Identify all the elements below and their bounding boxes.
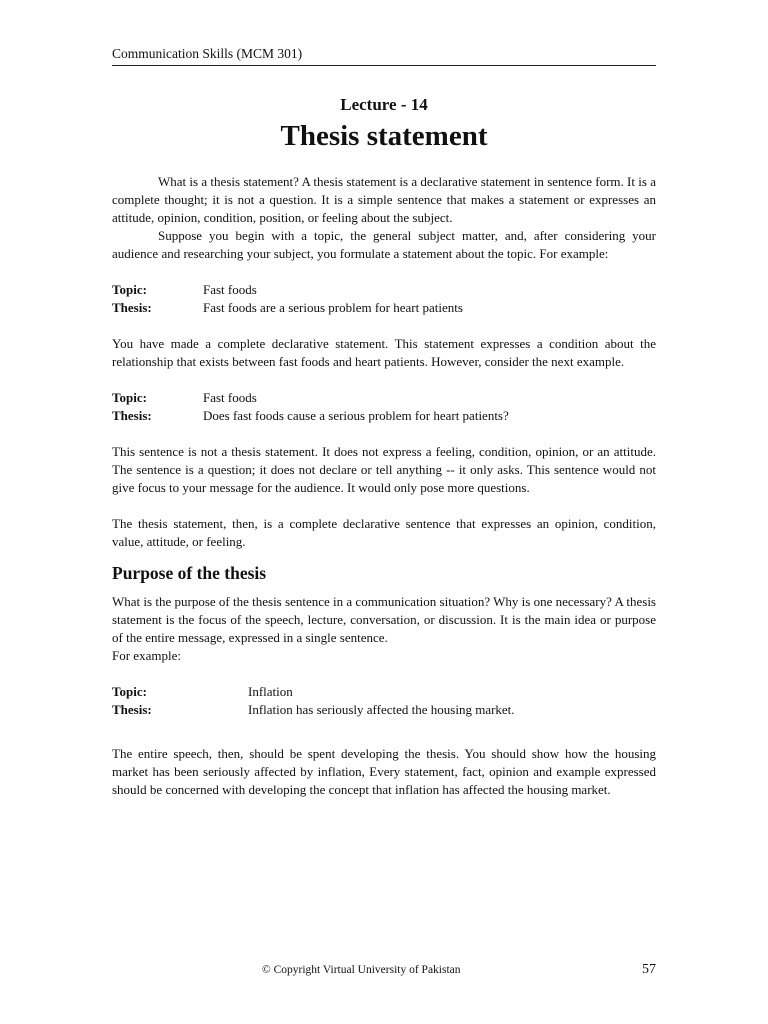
page-title: Thesis statement <box>280 120 488 152</box>
running-header: Communication Skills (MCM 301) <box>112 45 656 66</box>
example-1-topic <box>112 281 656 299</box>
paragraph-not-thesis: This sentence is not a thesis statement. It does not express a feeling, condition, opinion, or an attitude. The sentence is a question; it does not declare or tell anything -- it only asks. This sentence would not give focus to your message for the audience. It would only pose more questions. <box>112 444 656 495</box>
page-number: 57 <box>642 962 656 977</box>
paragraph-summary: The thesis statement, then, is a complete declarative sentence that expresses an opinion, condition, value, attitude, or feeling. <box>112 516 656 549</box>
paragraph-topic-intro: Suppose you begin with a topic, the general subject matter, and, after considering your audience and researching your subject, you formulate a statement about the topic. For example: <box>112 228 656 261</box>
thesis-label: Thesis: <box>112 300 152 315</box>
example-3-topic <box>112 683 656 701</box>
section-heading-purpose: Purpose of the thesis <box>112 563 267 583</box>
topic-value: Fast foods <box>203 282 257 297</box>
document-page <box>112 0 656 1024</box>
thesis-value: Does fast foods cause a serious problem for heart patients? <box>203 408 509 423</box>
thesis-value: Inflation has seriously affected the housing market. <box>248 702 515 717</box>
paragraph-for-example: For example: <box>112 648 181 663</box>
topic-value: Inflation <box>248 684 293 699</box>
paragraph-declarative: You have made a complete declarative statement. This statement expresses a condition about the relationship that exists between fast foods and heart patients. However, consider the next example. <box>112 336 656 369</box>
paragraph-development: The entire speech, then, should be spent developing the thesis. You should show how the housing market has been seriously affected by inflation, Every statement, fact, opinion and example expressed should be concerned with developing the concept that inflation has affected the housing market. <box>112 746 656 797</box>
thesis-value: Fast foods are a serious problem for heart patients <box>203 300 463 315</box>
paragraph-definition: What is a thesis statement? A thesis statement is a declarative statement in sentence form. It is a complete thought; it is not a question. It is a simple sentence that makes a statement or expresses an attitude, opinion, condition, position, or feeling about the subject. <box>112 174 656 225</box>
copyright-notice: © Copyright Virtual University of Pakistan <box>262 964 461 976</box>
thesis-label: Thesis: <box>112 408 152 423</box>
thesis-label: Thesis: <box>112 702 152 717</box>
example-2-thesis <box>112 407 656 425</box>
lecture-number: Lecture - 14 <box>340 95 428 114</box>
example-1-thesis <box>112 299 656 317</box>
topic-label: Topic: <box>112 684 147 699</box>
example-2-topic <box>112 389 656 407</box>
paragraph-purpose: What is the purpose of the thesis sentence in a communication situation? Why is one necessary? A thesis statement is the focus of the speech, lecture, conversation, or discussion. It is the main idea or purpose of the entire message, expressed in a single sentence. <box>112 594 656 645</box>
topic-label: Topic: <box>112 282 147 297</box>
topic-label: Topic: <box>112 390 147 405</box>
topic-value: Fast foods <box>203 390 257 405</box>
document-body <box>112 173 656 799</box>
example-3-thesis <box>112 701 656 719</box>
